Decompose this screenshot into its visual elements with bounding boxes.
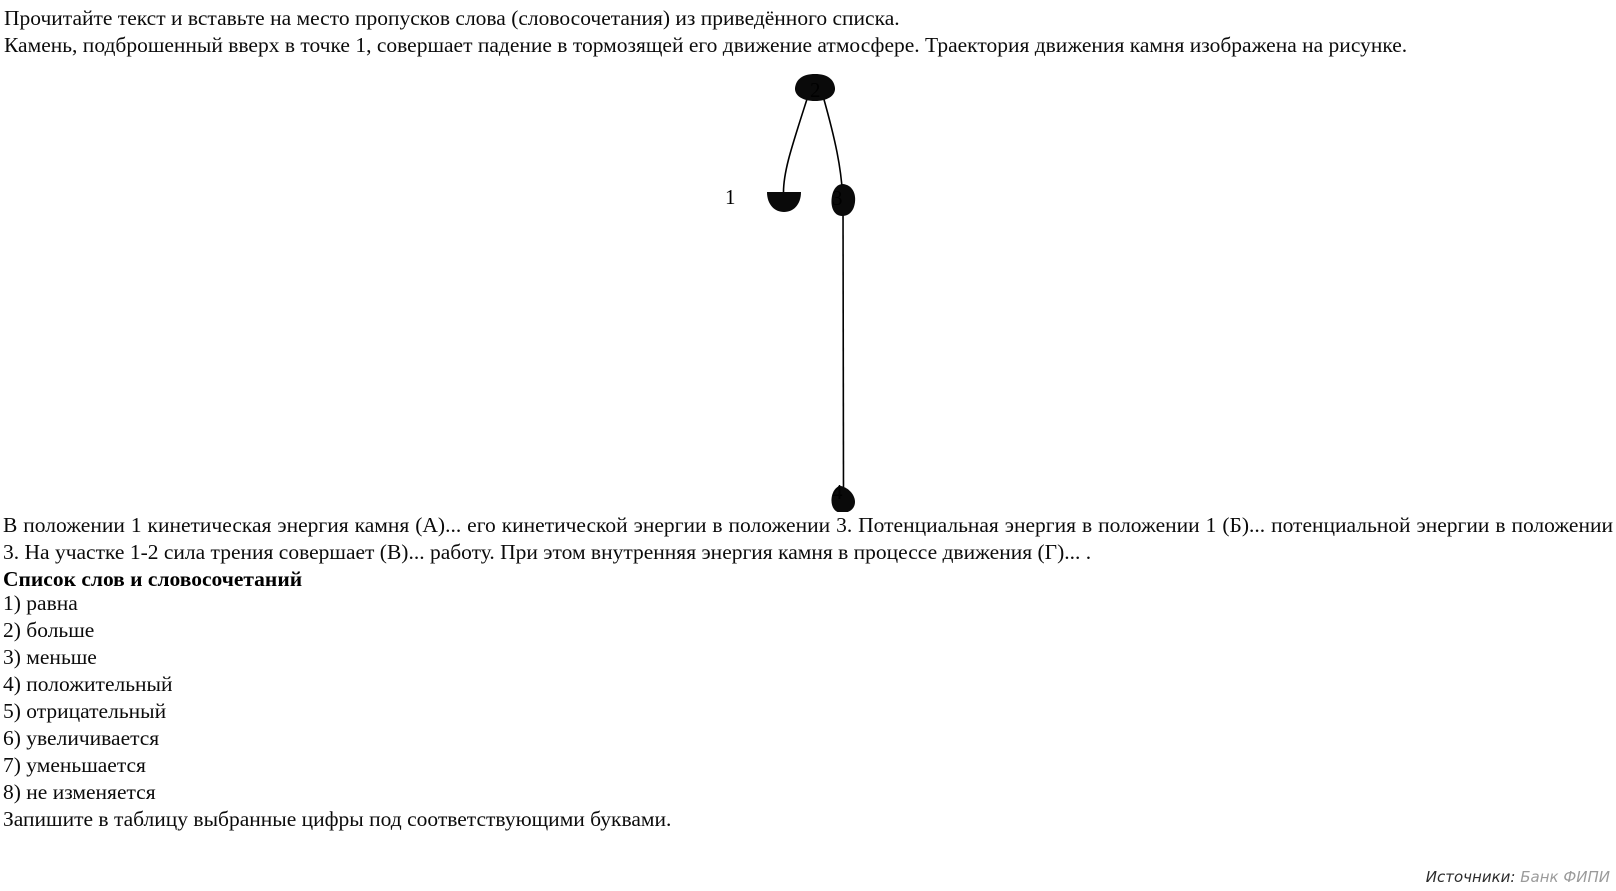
intro-text — [4, 5, 1612, 59]
word-list — [3, 590, 173, 806]
trajectory-figure — [640, 62, 980, 512]
source-label: Источники: — [1425, 868, 1516, 886]
list-item: 4) положительный — [3, 672, 173, 696]
task-paragraph: В положении 1 кинетическая энергия камня (А)... его кинетической энергии в положении 3. Потенциальная энергия в положении 1 (Б)... потенциальной энергии в положении 3. На участке 1-2 сила трения совершает (В)... работу. При этом внутренняя энергия камня в процессе движения (Г)... . — [3, 513, 1613, 564]
source-credit — [1426, 867, 1610, 887]
stone-marker-1 — [767, 192, 801, 212]
list-item: 2) больше — [3, 618, 95, 642]
list-item: 8) не изменяется — [3, 780, 156, 804]
figure-label-2: 2 — [810, 78, 821, 102]
list-item: 1) равна — [3, 591, 78, 615]
path-2-to-3 — [823, 96, 843, 194]
trajectory-drawing — [640, 62, 980, 512]
source-value: Банк ФИПИ — [1520, 868, 1610, 886]
figure-label-1: 1 — [725, 185, 736, 209]
intro-line-1: Прочитайте текст и вставьте на место пропусков слова (словосочетания) из приведённого списка. — [4, 6, 900, 30]
closing-instruction: Запишите в таблицу выбранные цифры под соответствующими буквами. — [3, 807, 672, 831]
figure-label-4: 4 — [832, 480, 843, 504]
list-item: 6) увеличивается — [3, 726, 160, 750]
path-3-to-4 — [843, 198, 844, 496]
list-item: 3) меньше — [3, 645, 97, 669]
path-1-to-2 — [783, 96, 808, 194]
figure-label-3: 3 — [832, 186, 843, 210]
list-item: 5) отрицательный — [3, 699, 167, 723]
list-item: 7) уменьшается — [3, 753, 146, 777]
intro-line-2: Камень, подброшенный вверх в точке 1, совершает падение в тормозящей его движение атмосфере. Траектория движения камня изображена на рисунке. — [4, 33, 1408, 57]
word-list-heading: Список слов и словосочетаний — [3, 567, 303, 591]
